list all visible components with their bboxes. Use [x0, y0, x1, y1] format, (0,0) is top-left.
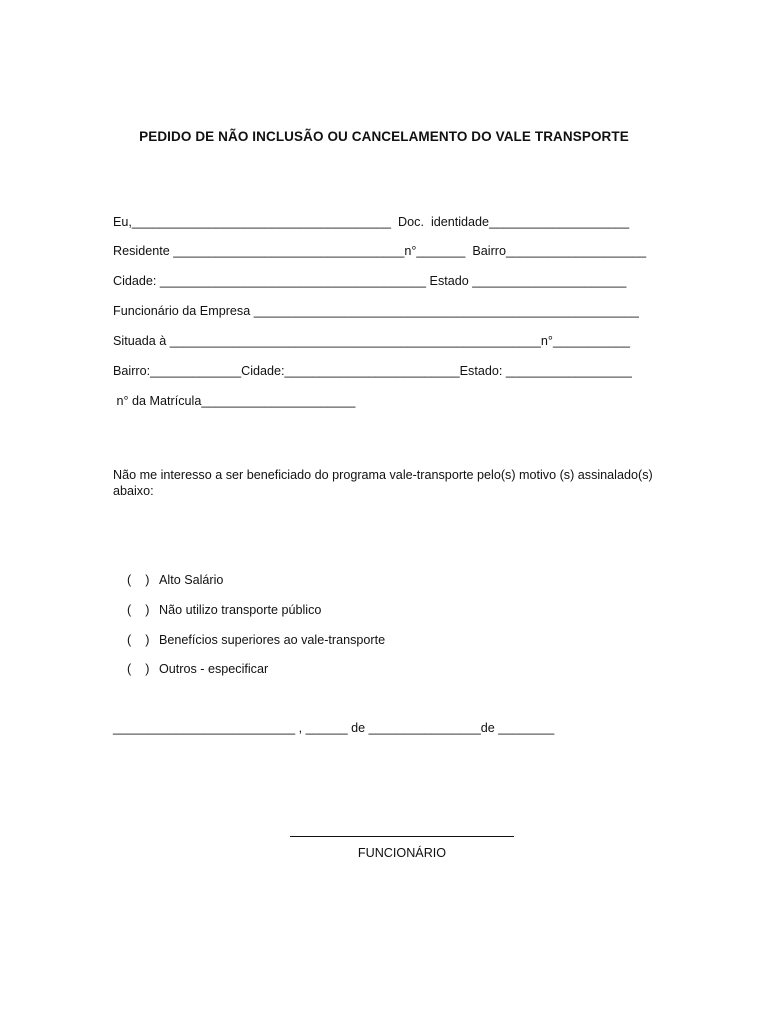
checkbox-mark[interactable]: ( ) [127, 603, 150, 617]
statement-text: Não me interesso a ser beneficiado do programa vale-transporte pelo(s) motivo (s) assinalado(s) abaixo: [113, 468, 653, 498]
option-label: Outros - especificar [159, 662, 269, 676]
field-residence: Residente _________________________________n°_______ Bairro____________________ [113, 244, 647, 258]
checkbox-mark[interactable]: ( ) [127, 573, 150, 587]
option-label: Não utilizo transporte público [159, 603, 322, 617]
document-title: PEDIDO DE NÃO INCLUSÃO OU CANCELAMENTO DO VALE TRANSPORTE [139, 129, 629, 144]
signature-line [290, 836, 514, 837]
field-company: Funcionário da Empresa _______________________________________________________ [113, 304, 639, 318]
field-name-doc: Eu,_____________________________________ Doc. identidade____________________ [113, 215, 630, 229]
signature-label: FUNCIONÁRIO [357, 846, 447, 860]
field-registration: n° da Matrícula______________________ [113, 394, 356, 408]
option-label: Benefícios superiores ao vale-transporte [159, 633, 386, 647]
checkbox-mark[interactable]: ( ) [127, 662, 150, 676]
field-company-district: Bairro:_____________Cidade:_________________________Estado: __________________ [113, 364, 632, 378]
checkbox-mark[interactable]: ( ) [127, 633, 150, 647]
option-label: Alto Salário [159, 573, 224, 587]
date-place-line: __________________________ , ______ de ________________de ________ [113, 721, 555, 735]
field-company-address: Situada à _____________________________________________________n°___________ [113, 334, 631, 348]
option-others[interactable] [113, 645, 268, 693]
field-city-state: Cidade: ______________________________________ Estado ______________________ [113, 274, 627, 288]
